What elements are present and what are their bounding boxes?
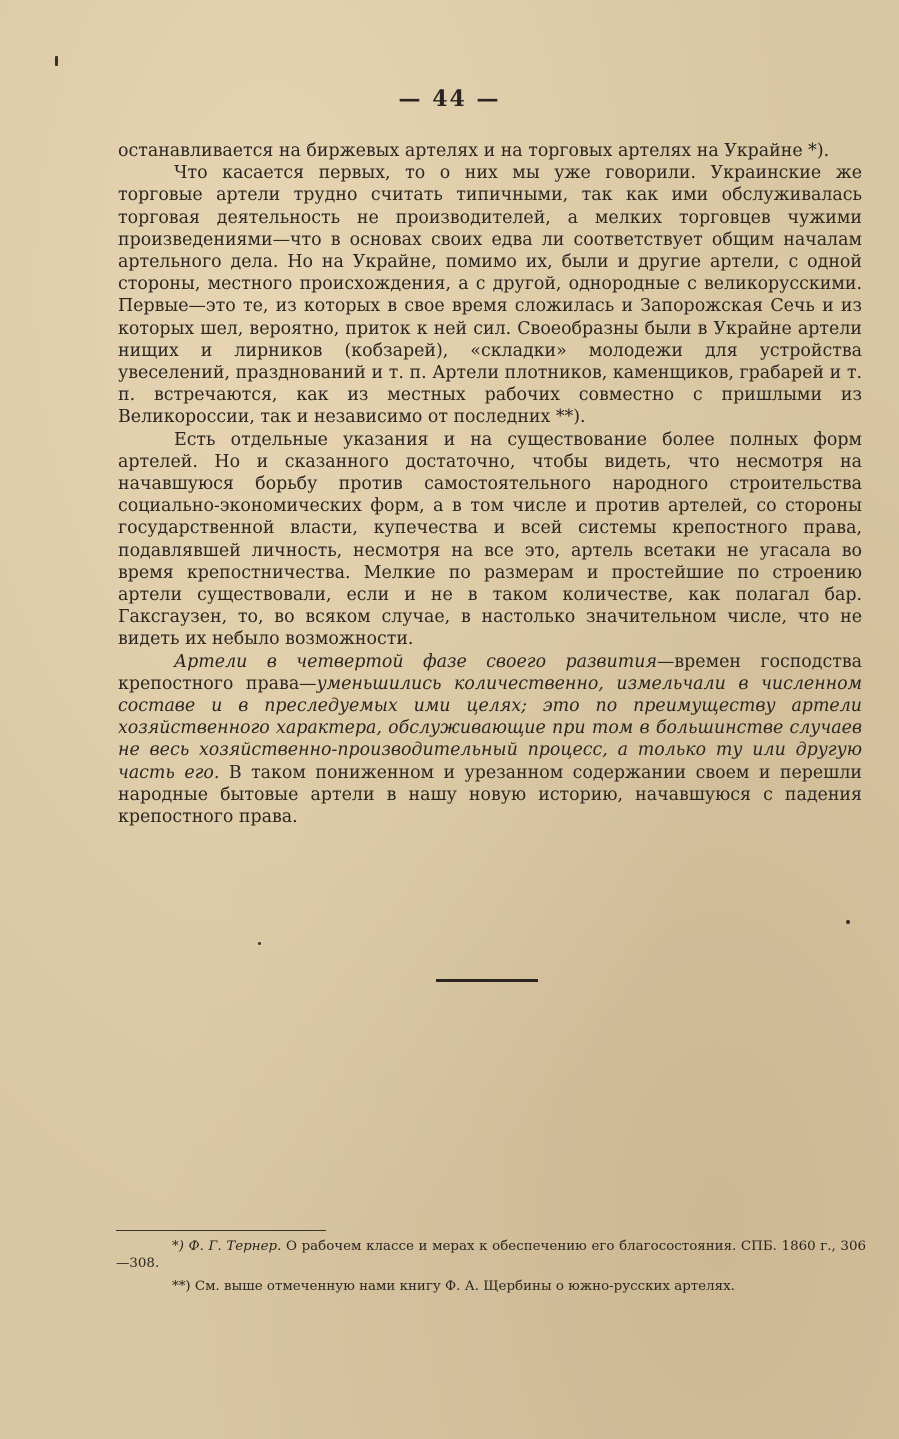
paragraph-4-italic-lead: Артели в четвертой фазе своего развития bbox=[174, 651, 657, 672]
ink-speck bbox=[55, 56, 58, 66]
ink-speck bbox=[258, 942, 261, 945]
footnote-1-text: О рабочем классе и мерах к обеспечению его благосостояния. СПБ. 1860 г., 306—308. bbox=[116, 1239, 866, 1271]
section-separator bbox=[436, 979, 538, 982]
footnote-divider bbox=[116, 1230, 326, 1231]
main-text bbox=[118, 140, 862, 828]
page-number: — 44 — bbox=[398, 86, 501, 112]
footnote-1 bbox=[116, 1238, 866, 1272]
paragraph-1: останавливается на биржевых артелях и на торговых артелях на Украйне *). bbox=[118, 141, 830, 161]
paragraph-2: Что касается первых, то о них мы уже говорили. Украинские же торговые артели трудно считать типичными, так как ими обслуживалась торговая деятельность не производителей, а мелких торговцев чужими произведениями—что в основах своих едва ли соответствует общим началам артельного дела. Но на Украйне, помимо их, были и другие артели, с одной стороны, местного происхождения, а с другой, однородные с великорусскими. Первые—это те, из которых в свое время сложилась и Запорожская Сечь и из которых шел, вероятно, приток к ней сил. Своеобразны были в Украйне артели нищих и лирников (кобзарей), «складки» молодежи для устройства увеселений, празднований и т. п. Артели плотников, каменщиков, грабарей и т. п. встречаются, как из местных рабочих совместно с пришлыми из Великороссии, так и независимо от последних **). bbox=[118, 163, 862, 428]
paragraph-3: Есть отдельные указания и на существование более полных форм артелей. Но и сказанного достаточно, чтобы видеть, что несмотря на начавшуюся борьбу против самостоятельного народного строительства социально-экономических форм, а в том числе и против артелей, со стороны государственной власти, купечества и всей системы крепостного права, подавлявшей личность, несмотря на все это, артель всетаки не угасала во время крепостничества. Мелкие по размерам и простейшие по строению артели существовали, если и не в таком количестве, как полагал бар. Гаксгаузен, то, во всяком случае, в настолько значительном числе, что не видеть их небыло возможности. bbox=[118, 429, 862, 650]
ink-speck bbox=[846, 920, 850, 924]
paragraph-4 bbox=[118, 651, 862, 829]
footnote-1-author: *) Ф. Г. Тернер. bbox=[172, 1239, 282, 1254]
paragraph-4-normal-lead: —времен господства крепостного права— bbox=[118, 651, 862, 694]
footnote-2: **) См. выше отмеченную нами книгу Ф. А. Щербины о южно-русских артелях. bbox=[172, 1279, 735, 1294]
footnotes bbox=[116, 1238, 866, 1301]
paragraph-4-italic-body: уменьшились количественно, измельчали в численном составе и в преследуемых ими целях; это по преимуществу артели хозяйственного характера, обслуживающие при том в большинстве случаев не весь хозяйственно-производительный процесс, а только ту или другую часть его. bbox=[118, 673, 862, 783]
paragraph-4-normal-tail: В таком пониженном и урезанном содержании своем и перешли народные бытовые артели в нашу новую историю, начавшуюся с падения крепостного права. bbox=[118, 762, 862, 828]
